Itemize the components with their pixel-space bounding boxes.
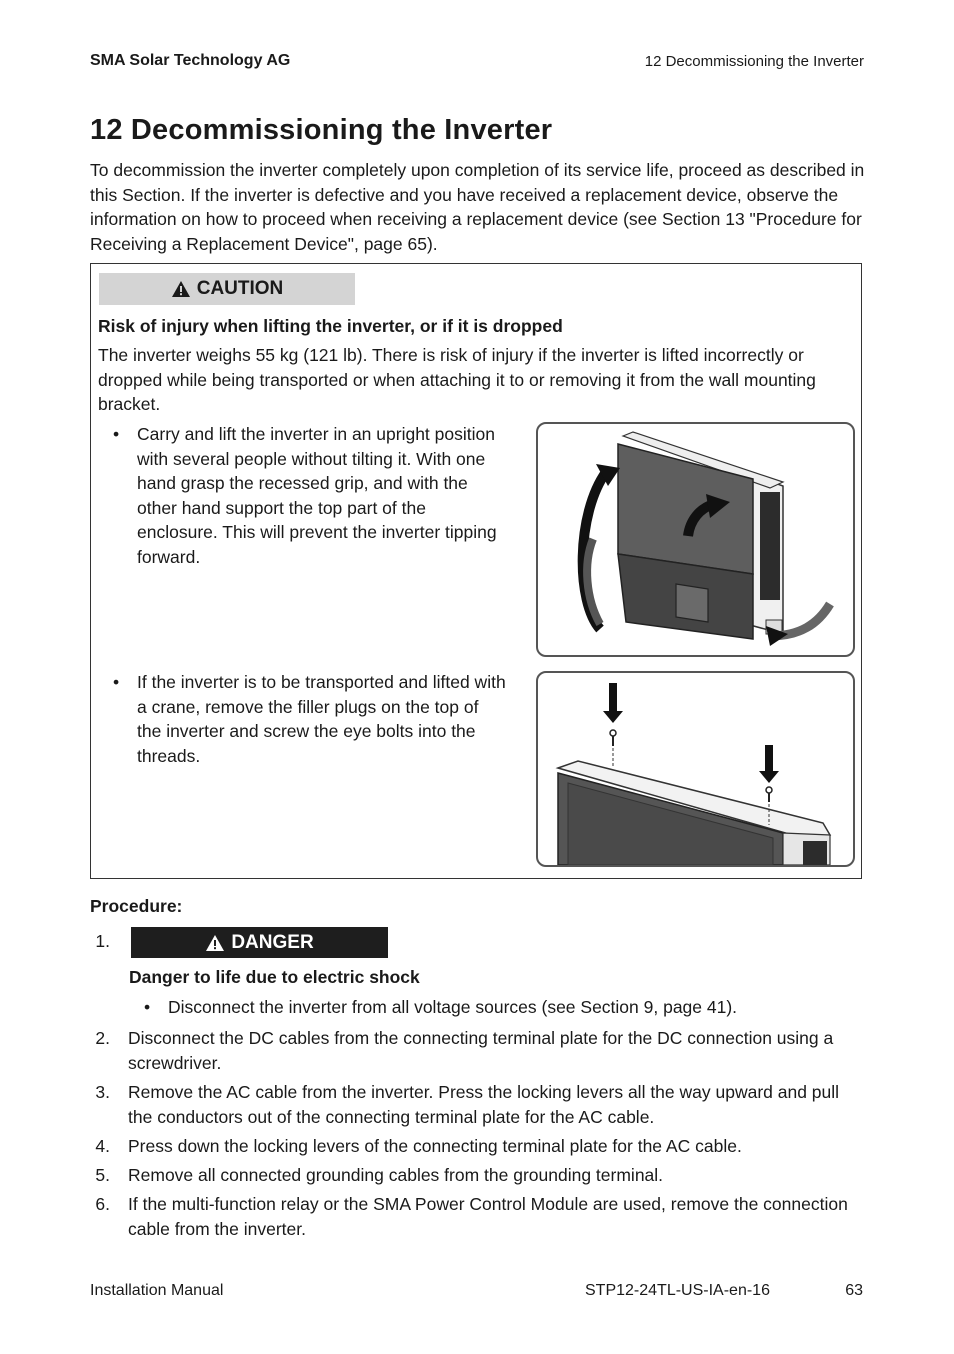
footer-manual: Installation Manual [90,1282,224,1299]
bullet-text: Carry and lift the inverter in an upright position with several people without tilting it. With one hand grasp the recessed grip, and with the other hand support the top part of the enclosure. This will prevent the inverter tipping forward. [137,424,497,567]
intro-paragraph: To decommission the inverter completely upon completion of its service life, proceed as described in this Section. If the inverter is defective and you have received a replacement device, observe the information on how to proceed when receiving a replacement device (see Section 13 "Procedure for Receiving a Replacement Device", page 65). [90,160,865,254]
figure-eye-bolts [536,671,855,867]
caution-text: The inverter weighs 55 kg (121 lb). There is risk of injury if the inverter is lifted incorrectly or dropped while being transported or when attaching it to or removing it from the wall mounting bracket. [98,345,816,414]
caution-label-text: CAUTION [196,278,284,299]
danger-label-text: DANGER [231,931,314,953]
step-text: If the multi-function relay or the SMA Power Control Module are used, remove the connection cable from the inverter. [128,1194,848,1239]
footer-doc-id: STP12-24TL-US-IA-en-16 [585,1282,770,1299]
step-text: Remove the AC cable from the inverter. Press the locking levers all the way upward and pull the conductors out of the connecting terminal plate for the AC cable. [128,1082,840,1127]
inverter-carry-illustration [538,424,853,655]
figure-carry-inverter [536,422,855,657]
bullet-text: If the inverter is to be transported and lifted with a crane, remove the filler plugs on the top of the inverter and screw the eye bolts into the threads. [137,672,506,766]
step-number: 3. [95,1082,110,1102]
header-section: 12 Decommissioning the Inverter [644,53,864,70]
step-number: 6. [95,1194,110,1214]
caution-heading: Risk of injury when lifting the inverter, or if it is dropped [98,316,563,336]
step-number: 1. [95,931,110,951]
bullet-dot: • [144,997,151,1017]
step-text: Disconnect the DC cables from the connecting terminal plate for the DC connection using a screwdriver. [128,1028,834,1073]
step-text: Press down the locking levers of the connecting terminal plate for the AC cable. [128,1136,742,1156]
step-number: 2. [95,1028,110,1048]
bullet-dot: • [113,424,120,444]
footer-page-number: 63 [845,1282,863,1299]
warning-icon [205,934,225,952]
warning-icon [171,280,191,298]
caution-label [99,273,355,305]
bullet-dot: • [113,672,120,692]
danger-heading: Danger to life due to electric shock [129,967,420,987]
header-company: SMA Solar Technology AG [90,52,291,69]
eye-bolt-illustration [538,673,853,865]
page-title: 12 Decommissioning the Inverter [90,114,553,146]
danger-label [131,927,388,958]
bullet-text: Disconnect the inverter from all voltage sources (see Section 9, page 41). [168,997,738,1017]
procedure-heading: Procedure: [90,896,183,916]
step-number: 4. [95,1136,110,1156]
step-number: 5. [95,1165,110,1185]
step-text: Remove all connected grounding cables from the grounding terminal. [128,1165,664,1185]
